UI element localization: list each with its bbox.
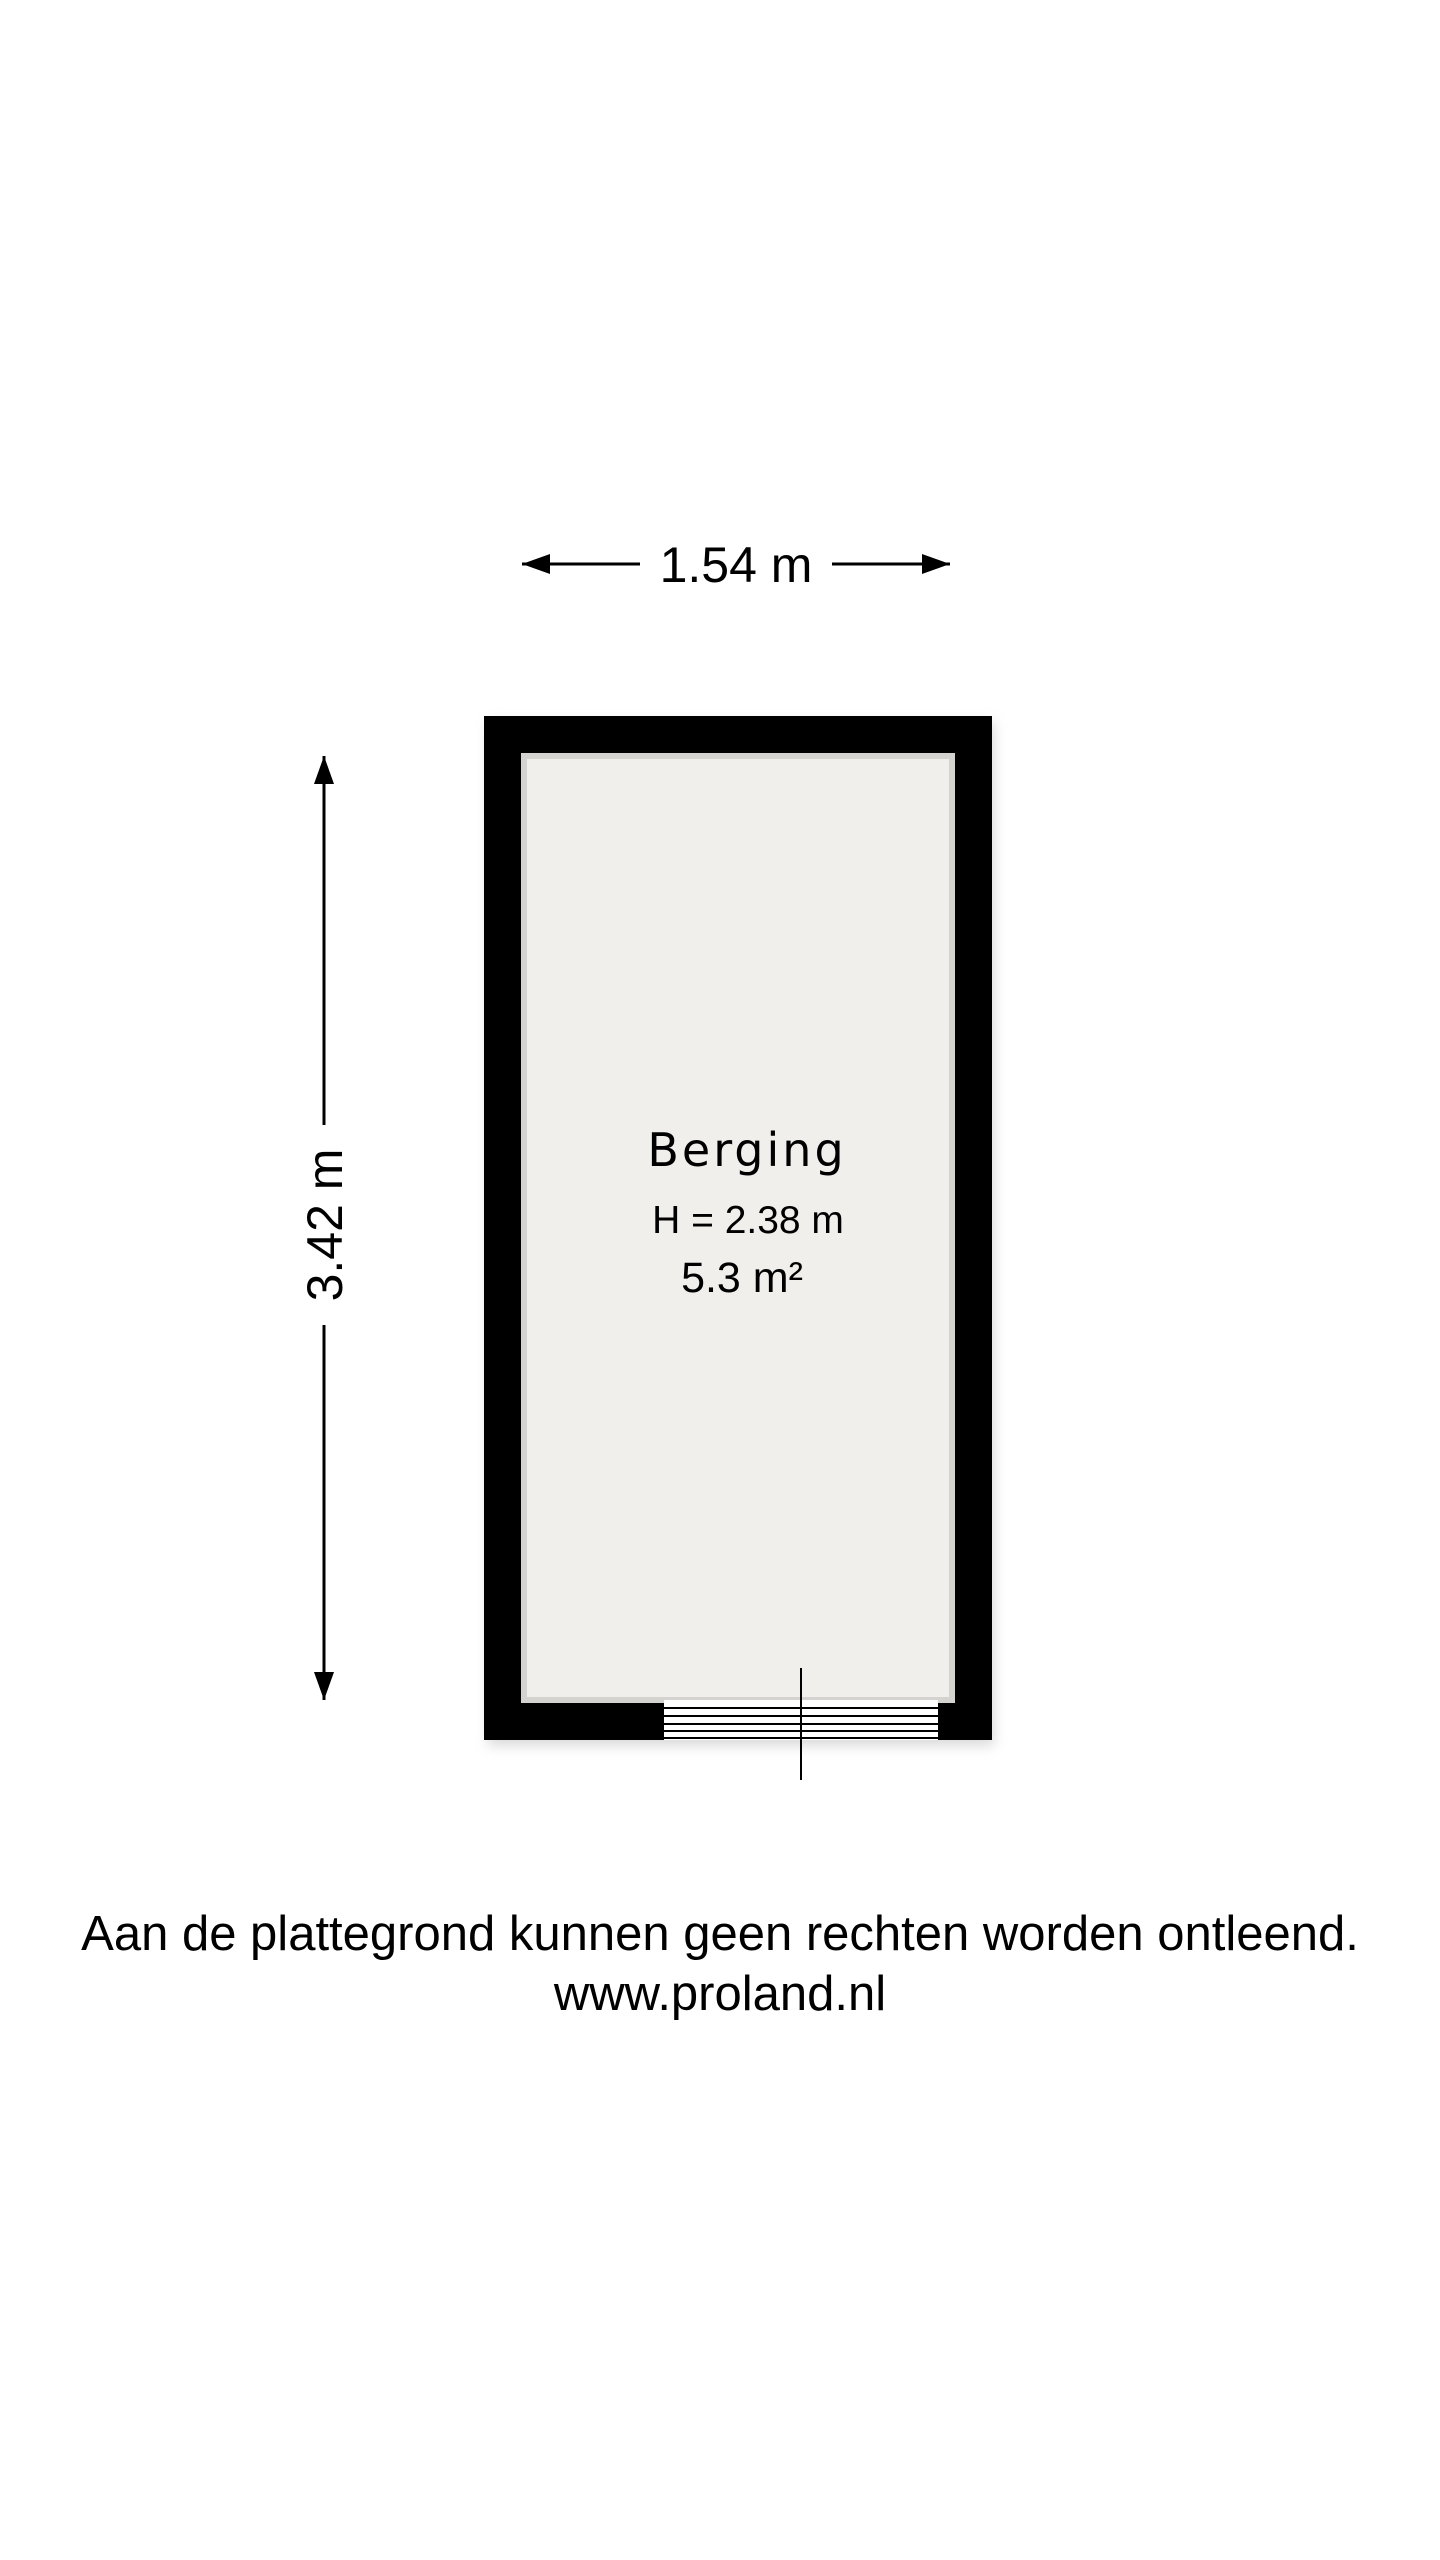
height-dimension [297,756,353,1700]
website-link[interactable]: www.proland.nl [553,1967,887,2021]
disclaimer-text: Aan de plattegrond kunnen geen rechten worden ontleend. [81,1907,1359,1961]
height-arrowhead-top [314,756,334,784]
room-height: H = 2.38 m [652,1199,844,1242]
room-area: 5.3 m² [681,1254,803,1302]
room-berging [484,716,994,1780]
width-dimension [522,537,950,593]
width-arrowhead-left [522,554,550,574]
width-arrowhead-right [922,554,950,574]
room-name: Berging [647,1123,847,1177]
width-label: 1.54 m [659,537,813,593]
height-label: 3.42 m [297,1148,353,1302]
height-arrowhead-bottom [314,1672,334,1700]
